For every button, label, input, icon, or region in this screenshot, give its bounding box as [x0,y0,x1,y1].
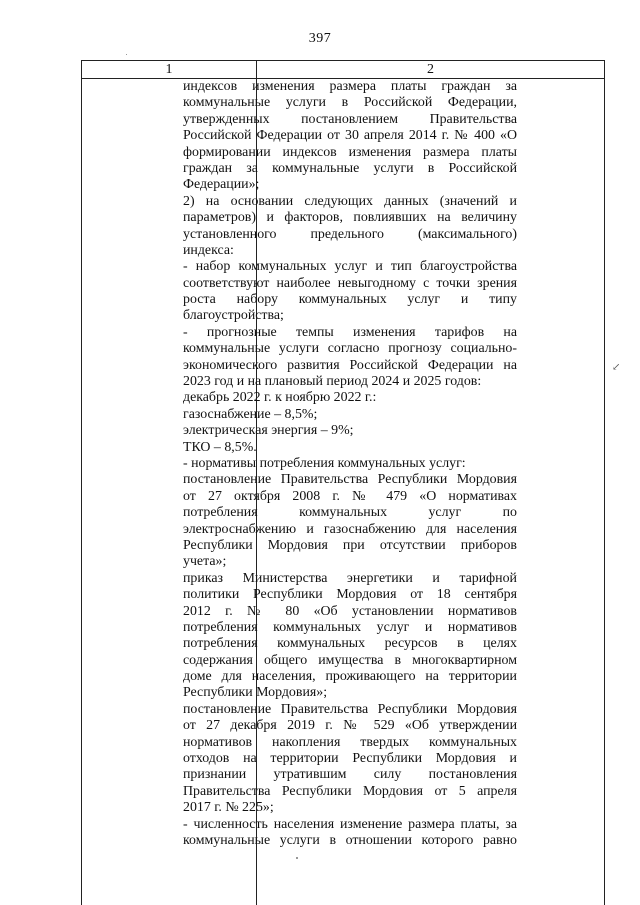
margin-mark-icon: ↙ [612,362,621,373]
text-line: 2017 г. № 225»; [183,800,274,816]
text-line: приказ Министерства энергетики и тарифной [183,570,517,586]
text-line: соответствуют наиболее невыгодному с точки зрения [183,275,517,291]
text-line: Правительства Республики Мордовия от 5 апреля [183,783,517,799]
text-line: - численность населения изменение размера платы, за [183,816,517,832]
text-line: - набор коммунальных услуг и тип благоустройства [183,259,517,275]
column-2-text [183,79,517,849]
text-line: экономического развития Российской Федерации на [183,357,517,373]
table-header-row [82,61,604,79]
text-line: потребления коммунальных услуг по [183,505,517,521]
text-line: коммунальные услуги в отношении которого равно [183,832,517,848]
text-line: Российской Федерации от 30 апреля 2014 г. № 400 «О [183,128,517,144]
text-line: установленного предельного (максимального) [183,226,517,242]
text-line: электрическая энергия – 9%; [183,423,354,439]
text-line: роста набору коммунальных услуг и типу [183,292,517,308]
text-line: газоснабжение – 8,5%; [183,406,318,422]
text-line: - прогнозные темпы изменения тарифов на [183,324,517,340]
text-line: - нормативы потребления коммунальных услуг: [183,455,466,471]
scan-speck [126,54,127,55]
text-line: коммунальные услуги согласно прогнозу социально- [183,341,517,357]
text-line: Федерации»; [183,177,260,193]
text-line: постановление Правительства Республики Мордовия [183,472,517,488]
text-line: электроснабжению и газоснабжению для населения [183,521,517,537]
text-line: постановление Правительства Республики Мордовия [183,701,517,717]
text-line: граждан за коммунальные услуги в Российской [183,160,517,176]
text-line: доме для населения, проживающего на территории [183,669,517,685]
text-line: отходов на территории Республики Мордовия и [183,751,517,767]
text-line: 2) на основании следующих данных (значений и [183,193,517,209]
text-line: формировании индексов изменения размера платы [183,144,517,160]
text-line: индекса: [183,242,234,258]
text-line: потребления коммунальных услуг и нормативов [183,619,517,635]
text-line: потребления коммунальных ресурсов в целях [183,636,517,652]
text-line: содержания общего имущества в многоквартирном [183,652,517,668]
scan-speck [296,857,298,859]
text-line: учета»; [183,554,227,570]
text-line: ТКО – 8,5%. [183,439,257,455]
column-1-header: 1 [165,62,173,77]
text-line: индексов изменения размера платы граждан за [183,79,517,94]
text-line: декабрь 2022 г. к ноябрю 2022 г.: [183,390,377,406]
page-number: 397 [308,31,332,46]
text-line: признании утратившим силу постановления [183,767,517,783]
text-line: нормативов накопления твердых коммунальных [183,734,517,750]
text-line: благоустройства; [183,308,284,324]
text-line: параметров) и факторов, повлиявших на величину [183,210,517,226]
text-line: от 27 декабря 2019 г. № 529 «Об утверждении [183,718,517,734]
text-line: коммунальные услуги в Российской Федерации, [183,95,517,111]
text-line: утвержденных постановлением Правительства [183,111,517,127]
text-line: от 27 октября 2008 г. № 479 «О нормативах [183,488,517,504]
text-line: политики Республики Мордовия от 18 сентября [183,587,517,603]
text-line: 2012 г. № 80 «Об установлении нормативов [183,603,517,619]
text-line: 2023 год и на плановый период 2024 и 2025 годов: [183,374,482,390]
text-line: Республики Мордовия при отсутствии приборов [183,537,517,553]
column-2-header: 2 [427,62,434,77]
text-line: Республики Мордовия»; [183,685,328,701]
